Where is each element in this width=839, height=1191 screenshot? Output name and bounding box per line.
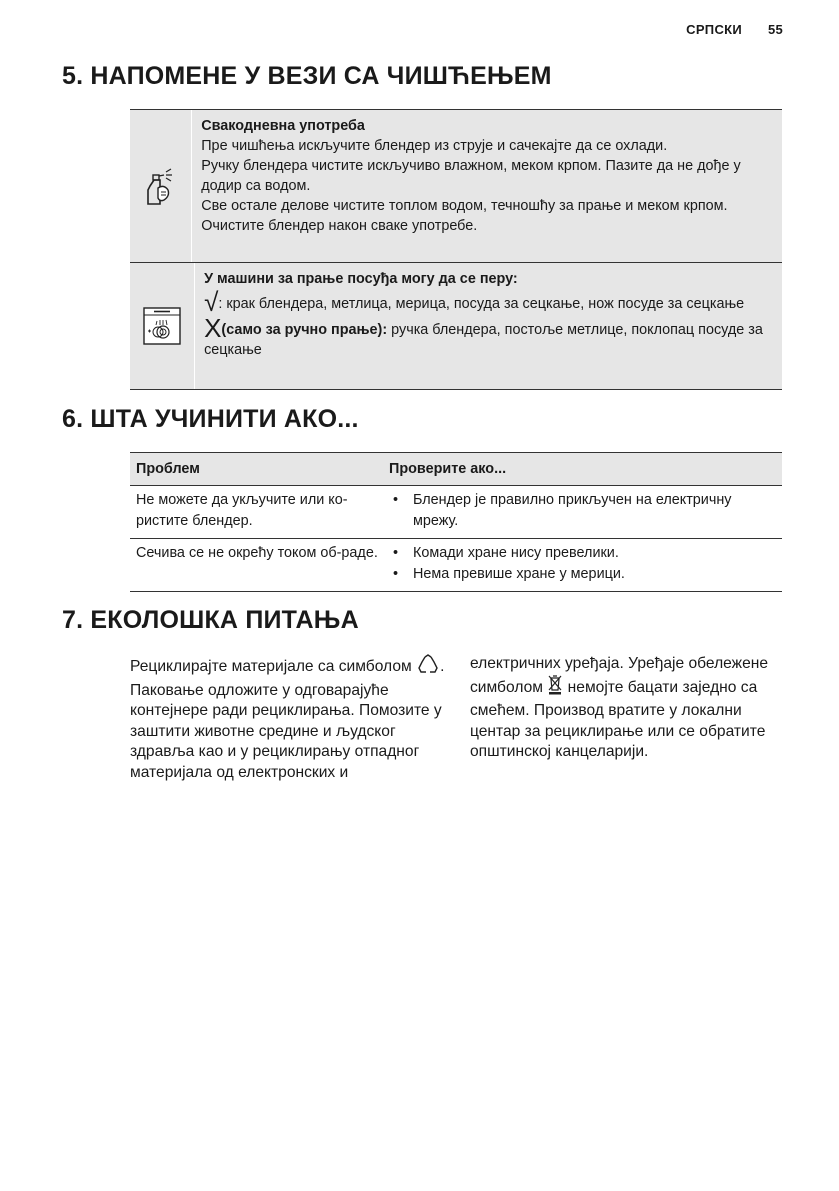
environment-text: Рециклирајте материјале са симболом [130, 658, 417, 675]
table-row [130, 539, 782, 592]
environment-text-right [470, 654, 785, 763]
hand-wash-label: (само за ручно прање): [221, 322, 388, 338]
check-item: • Блендер је правилно прикључен на електричну мрежу. [389, 490, 776, 532]
environment-text: . Паковање одложите у одговарајуће контејнере ради рециклирања. Помозите у заштити животне средине и људског здравља као и у рециклирању отпадног материјала од електронских и [130, 658, 445, 781]
cleaning-line: Пре чишћења искључите блендер из струје и сачекајте да се охлади. [201, 138, 668, 154]
dishwasher-icon [130, 263, 195, 389]
check-item: • Нема превише хране у мерици. [389, 564, 776, 585]
problem-cell: Сечива се не окрећу током об-раде. [136, 545, 378, 561]
environment-text: немојте бацати заједно са смећем. Производ вратите у локални центар за рециклирање или се обратите општинској канцеларији. [470, 678, 766, 760]
page-header [686, 22, 783, 37]
language-label: СРПСКИ [686, 22, 743, 37]
section-5-title: 5. НАПОМЕНЕ У ВЕЗИ СА ЧИШЋЕЊЕМ [62, 62, 552, 90]
environment-text: електричних уређаја. Уређаје обележене симболом [470, 655, 769, 696]
hand-wash-text: ручка блендера, постоље метлице, поклопац посуде за сецкање [204, 322, 763, 358]
section-7-title: 7. ЕКОЛОШКА ПИТАЊА [62, 606, 359, 634]
column-header-check: Проверите ако... [389, 460, 507, 477]
dishwasher-row [130, 263, 782, 390]
spray-cleaning-icon [130, 110, 192, 262]
table-header-row [130, 453, 782, 486]
environment-text-left [130, 654, 445, 783]
cleaning-line: Очистите блендер након сваке употребе. [201, 218, 478, 234]
problem-cell: Не можете да укључите или ко-ристите блендер. [136, 492, 348, 529]
recycle-icon [416, 654, 440, 681]
daily-use-row [130, 110, 782, 263]
dishwasher-safe-text: : крак блендера, метлица, мерица, посуда за сецкање, нож посуде за сецкање [218, 296, 745, 312]
page-number: 55 [767, 22, 783, 37]
cleaning-table [130, 109, 782, 390]
table-row [130, 486, 782, 539]
column-header-problem: Проблем [136, 460, 200, 477]
cleaning-line: Све остале делове чистите топлом водом, течношћу за прање и меком крпом. [201, 198, 728, 214]
daily-use-heading: Свакодневна употреба [201, 118, 365, 134]
section-6-title: 6. ШТА УЧИНИТИ АКО... [62, 405, 359, 433]
check-mark-icon: √ [204, 287, 219, 317]
cleaning-line: Ручку блендера чистите искључиво влажном, меком крпом. Пазите да не дође у додир са водом. [201, 158, 741, 194]
troubleshooting-table [130, 452, 782, 592]
check-item: • Комади хране нису превелики. [389, 543, 776, 564]
crossed-bin-icon [547, 675, 563, 702]
dishwasher-heading: У машини за прање посуђа могу да се перу: [204, 271, 518, 287]
cross-mark-icon: X [204, 313, 222, 343]
